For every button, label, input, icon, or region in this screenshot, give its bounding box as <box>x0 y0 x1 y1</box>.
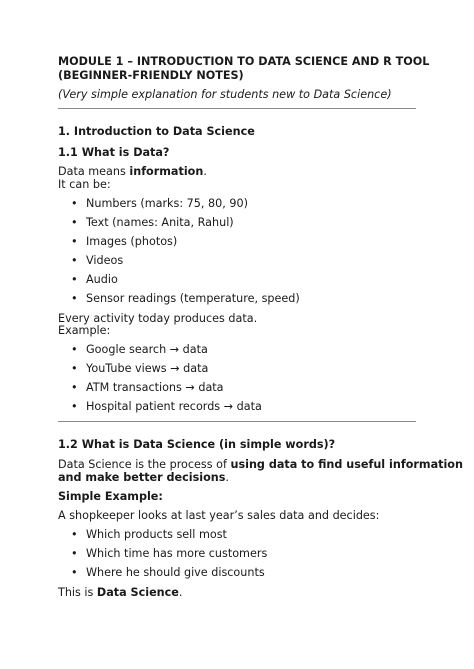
list-item: Which time has more customers <box>86 547 268 560</box>
bullet-marker: • <box>71 547 78 560</box>
paragraph-shopkeeper: A shopkeeper looks at last year’s sales data and decides: <box>58 509 380 522</box>
bullet-marker: • <box>71 362 78 375</box>
paragraph-text: . <box>178 586 183 599</box>
list-item: Images (photos) <box>86 235 178 248</box>
bullet-marker: • <box>71 197 78 210</box>
document-title-line-1: MODULE 1 – INTRODUCTION TO DATA SCIENCE AND R TOOL <box>58 55 430 68</box>
paragraph-example-label: Example: <box>58 324 111 337</box>
bullet-marker: • <box>71 381 78 394</box>
emphasis-definition: using data to find useful information <box>230 458 463 471</box>
list-item: Videos <box>86 254 124 267</box>
bullet-marker: • <box>71 235 78 248</box>
emphasis-definition: and make better decisions <box>58 471 226 484</box>
paragraph-it-can-be: It can be: <box>58 178 111 191</box>
paragraph-data-science-def <box>58 458 463 472</box>
list-item: Numbers (marks: 75, 80, 90) <box>86 197 248 210</box>
list-item: Text (names: Anita, Rahul) <box>86 216 234 229</box>
paragraph-text: Data Science is the process of <box>58 458 231 471</box>
paragraph-this-is-data-science <box>58 586 182 600</box>
list-item: Audio <box>86 273 118 286</box>
simple-example-label: Simple Example: <box>58 490 163 503</box>
list-item: Sensor readings (temperature, speed) <box>86 292 300 305</box>
bullet-marker: • <box>71 528 78 541</box>
section-1-heading: 1. Introduction to Data Science <box>58 125 255 138</box>
bullet-marker: • <box>71 400 78 413</box>
paragraph-text: This is <box>58 586 97 599</box>
document-subtitle: (Very simple explanation for students new to Data Science) <box>58 88 392 101</box>
paragraph-text: Data means <box>58 165 130 178</box>
paragraph-data-means <box>58 165 207 179</box>
bullet-marker: • <box>71 566 78 579</box>
bullet-marker: • <box>71 216 78 229</box>
list-item: Which products sell most <box>86 528 227 541</box>
paragraph-every-activity: Every activity today produces data. <box>58 312 258 325</box>
list-item: Hospital patient records → data <box>86 400 262 413</box>
horizontal-divider <box>58 421 416 422</box>
subsection-1-2-heading: 1.2 What is Data Science (in simple words)? <box>58 438 336 451</box>
paragraph-text: . <box>203 165 207 178</box>
horizontal-divider <box>58 108 416 109</box>
bullet-marker: • <box>71 343 78 356</box>
list-item: YouTube views → data <box>86 362 209 375</box>
paragraph-data-science-def-cont <box>58 471 229 485</box>
emphasis-data-science: Data Science <box>96 586 179 599</box>
list-item: Google search → data <box>86 343 208 356</box>
emphasis-information: information <box>129 165 204 178</box>
subsection-1-1-heading: 1.1 What is Data? <box>58 146 170 159</box>
document-title-line-2: (BEGINNER-FRIENDLY NOTES) <box>58 69 244 82</box>
bullet-marker: • <box>71 254 78 267</box>
list-item: ATM transactions → data <box>86 381 224 394</box>
list-item: Where he should give discounts <box>86 566 265 579</box>
paragraph-text: . <box>225 471 229 484</box>
bullet-marker: • <box>71 273 78 286</box>
bullet-marker: • <box>71 292 78 305</box>
